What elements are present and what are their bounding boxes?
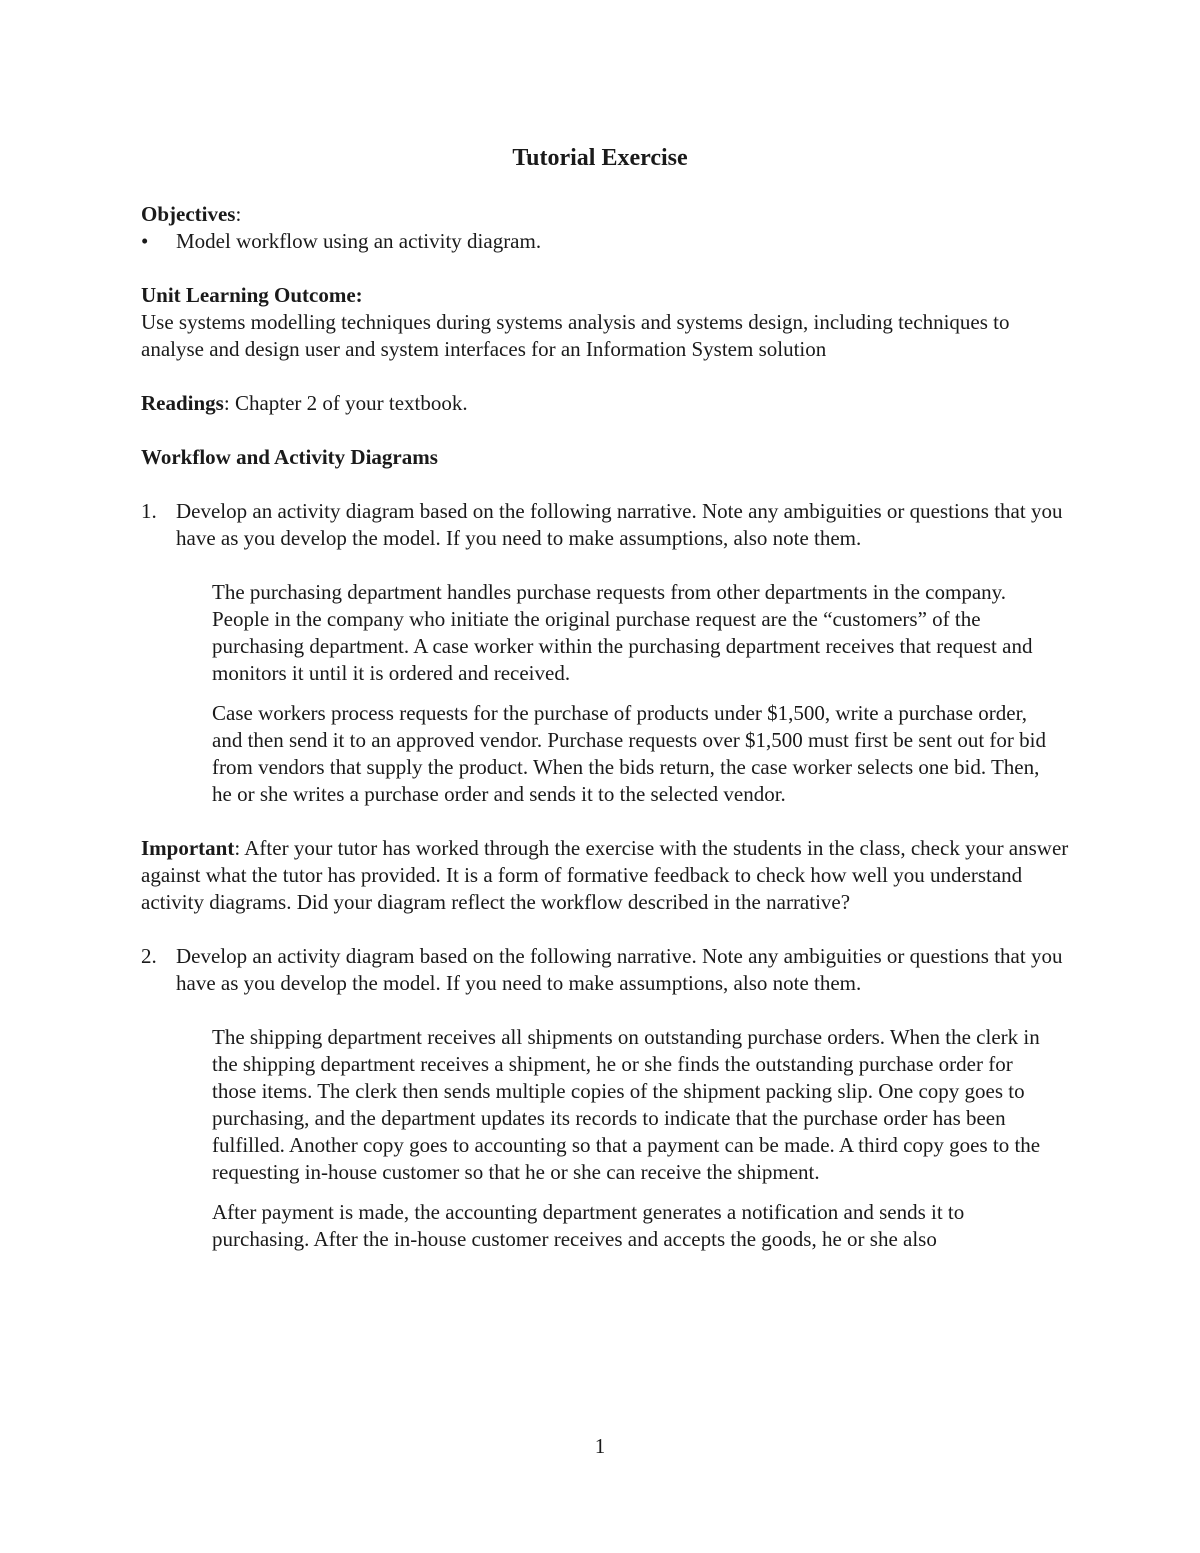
- objectives-heading-line: [141, 201, 1071, 228]
- question-1-narrative-para-1: The purchasing department handles purchase requests from other departments in the company. People in the company who initiate the original purchase request are the “customers” of the purchasing department. A case worker within the purchasing department receives that request and monitors it until it is ordered and received.: [212, 580, 1033, 685]
- readings-heading: Readings: [141, 391, 224, 415]
- document-body: [141, 201, 1071, 1253]
- important-heading: Important: [141, 836, 235, 860]
- question-1-narrative: [141, 579, 1071, 808]
- question-2-narrative-para-1: The shipping department receives all shipments on outstanding purchase orders. When the clerk in the shipping department receives a shipment, he or she finds the outstanding purchase order for those items. The clerk then sends multiple copies of the shipment packing slip. One copy goes to purchasing, and the department updates its records to indicate that the purchase order has been fulfilled. Another copy goes to accounting so that a payment can be made. A third copy goes to the requesting in-house customer so that he or she can receive the shipment.: [212, 1025, 1041, 1184]
- question-1-narrative-para-2: Case workers process requests for the purchase of products under $1,500, write a purchase order, and then send it to an approved vendor. Purchase requests over $1,500 must first be sent out for bid from vendors that supply the product. When the bids return, the case worker selects one bid. Then, he or she writes a purchase order and sends it to the selected vendor.: [212, 701, 1046, 806]
- objectives-item: [141, 228, 1071, 255]
- section-heading: Workflow and Activity Diagrams: [141, 445, 438, 469]
- question-1: [141, 498, 1071, 552]
- ulo-heading: Unit Learning Outcome:: [141, 283, 363, 307]
- question-2-prompt: Develop an activity diagram based on the following narrative. Note any ambiguities or questions that you have as you develop the model. If you need to make assumptions, also note them.: [176, 944, 1063, 995]
- page-title: Tutorial Exercise: [512, 145, 688, 171]
- ulo-text: Use systems modelling techniques during systems analysis and systems design, including techniques to analyse and design user and system interfaces for an Information System solution: [141, 310, 1010, 361]
- readings-line: [141, 390, 1071, 417]
- important-text: : After your tutor has worked through the exercise with the students in the class, check your answer against what the tutor has provided. It is a form of formative feedback to check how well you understand activity diagrams. Did your diagram reflect the workflow described in the narrative?: [141, 836, 1069, 914]
- question-2-number: 2.: [141, 944, 157, 968]
- question-1-prompt: Develop an activity diagram based on the following narrative. Note any ambiguities or questions that you have as you develop the model. If you need to make assumptions, also note them.: [176, 499, 1063, 550]
- question-2-narrative: [141, 1024, 1071, 1253]
- objectives-colon: :: [235, 202, 242, 226]
- question-1-number: 1.: [141, 499, 157, 523]
- objectives-heading: Objectives: [141, 202, 236, 226]
- important-note: [141, 835, 1071, 916]
- bullet-marker: •: [141, 229, 149, 253]
- question-2: [141, 943, 1071, 997]
- objectives-item-text: Model workflow using an activity diagram.: [176, 229, 542, 253]
- question-2-narrative-para-2: After payment is made, the accounting department generates a notification and sends it to purchasing. After the in-house customer receives and accepts the goods, he or she also: [212, 1200, 965, 1251]
- page-number: 1: [594, 1434, 606, 1458]
- readings-text: : Chapter 2 of your textbook.: [223, 391, 468, 415]
